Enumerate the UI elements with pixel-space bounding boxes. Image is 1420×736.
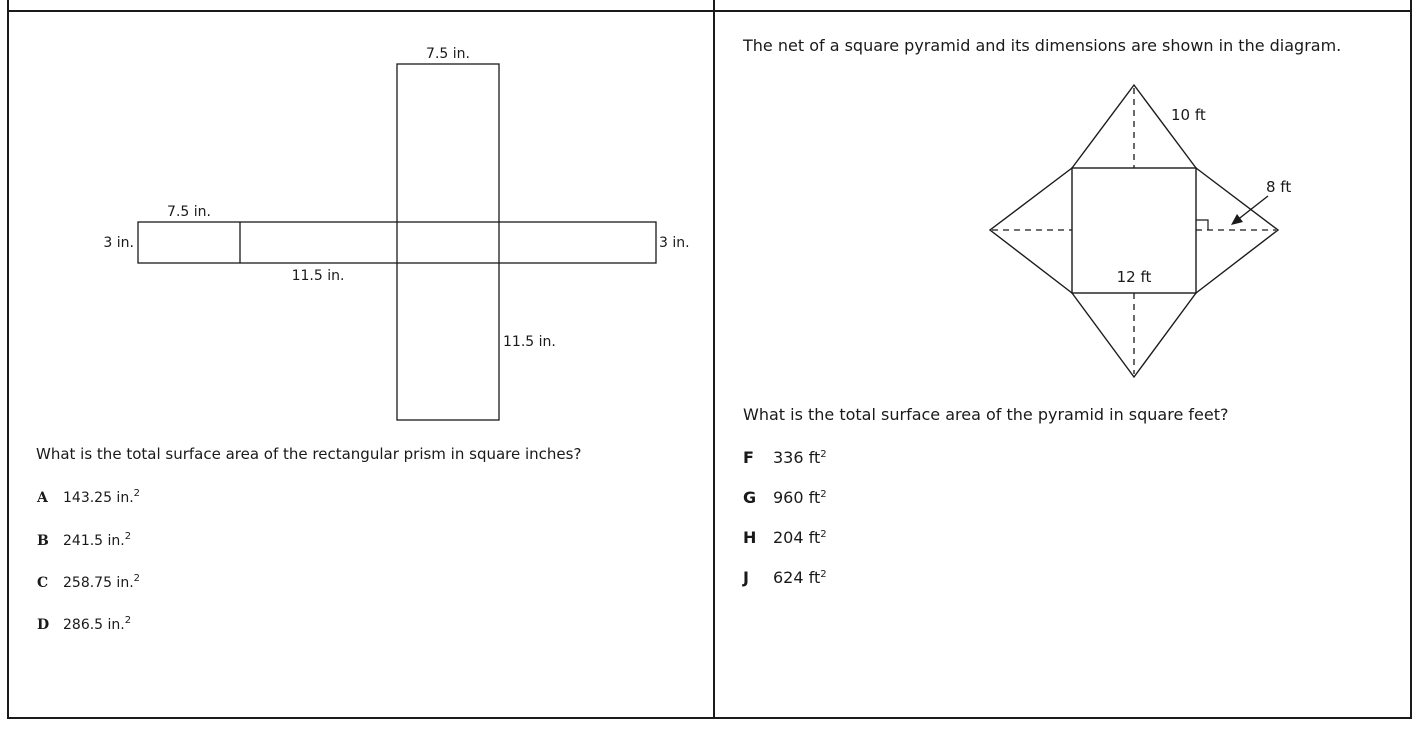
choice-letter: A: [37, 490, 48, 506]
label-top-width: 7.5 in.: [426, 46, 470, 62]
choice-value: 286.5 in.: [63, 617, 125, 633]
choice-value: 336 ft: [773, 448, 821, 467]
slant-arrow-line: [1236, 196, 1268, 221]
choice-value: 204 ft: [773, 528, 821, 547]
choice-value: 624 ft: [773, 568, 821, 587]
exponent: 2: [124, 531, 132, 542]
choice-j[interactable]: [743, 568, 827, 587]
choice-letter: F: [743, 448, 754, 467]
label-vertical-length: 11.5 in.: [503, 334, 556, 350]
choice-d[interactable]: [37, 617, 131, 633]
prism-question: What is the total surface area of the rectangular prism in square inches?: [36, 445, 582, 463]
pyramid-net-diagram: [990, 85, 1278, 377]
choice-value: 258.75 in.: [63, 575, 134, 591]
pyramid-question: What is the total surface area of the pyramid in square feet?: [743, 405, 1229, 424]
slant-arrow-head: [1231, 214, 1243, 225]
choice-letter: D: [37, 617, 50, 633]
choice-letter: G: [743, 488, 757, 507]
label-right-height: 3 in.: [659, 235, 690, 251]
choice-b[interactable]: [37, 533, 131, 549]
label-bottom-length: 11.5 in.: [291, 268, 345, 284]
label-base: 12 ft: [1116, 268, 1152, 286]
choice-value: 241.5 in.: [63, 533, 125, 549]
prism-vertical-strip: [397, 64, 499, 420]
label-left-height: 3 in.: [103, 235, 134, 251]
label-edge: 10 ft: [1171, 106, 1206, 124]
choice-letter: C: [37, 575, 49, 591]
choice-h[interactable]: [743, 528, 827, 547]
choice-letter: J: [743, 568, 749, 587]
choice-c[interactable]: [37, 575, 140, 591]
choice-letter: B: [37, 533, 49, 549]
exponent: 2: [820, 449, 827, 460]
right-angle-mark: [1196, 220, 1208, 230]
choice-value: 143.25 in.: [63, 490, 134, 506]
exponent: 2: [133, 488, 141, 499]
choice-f[interactable]: [743, 448, 827, 467]
label-slant-height: 8 ft: [1266, 178, 1292, 196]
choice-letter: H: [743, 528, 757, 547]
choice-value: 960 ft: [773, 488, 821, 507]
exponent: 2: [820, 529, 827, 540]
exponent: 2: [133, 573, 141, 584]
choice-a[interactable]: [37, 490, 140, 506]
exponent: 2: [820, 489, 827, 500]
exponent: 2: [820, 569, 827, 580]
label-left-width: 7.5 in.: [167, 204, 211, 220]
exponent: 2: [124, 615, 132, 626]
choice-g[interactable]: [743, 488, 827, 507]
pyramid-intro: The net of a square pyramid and its dimensions are shown in the diagram.: [743, 36, 1342, 55]
